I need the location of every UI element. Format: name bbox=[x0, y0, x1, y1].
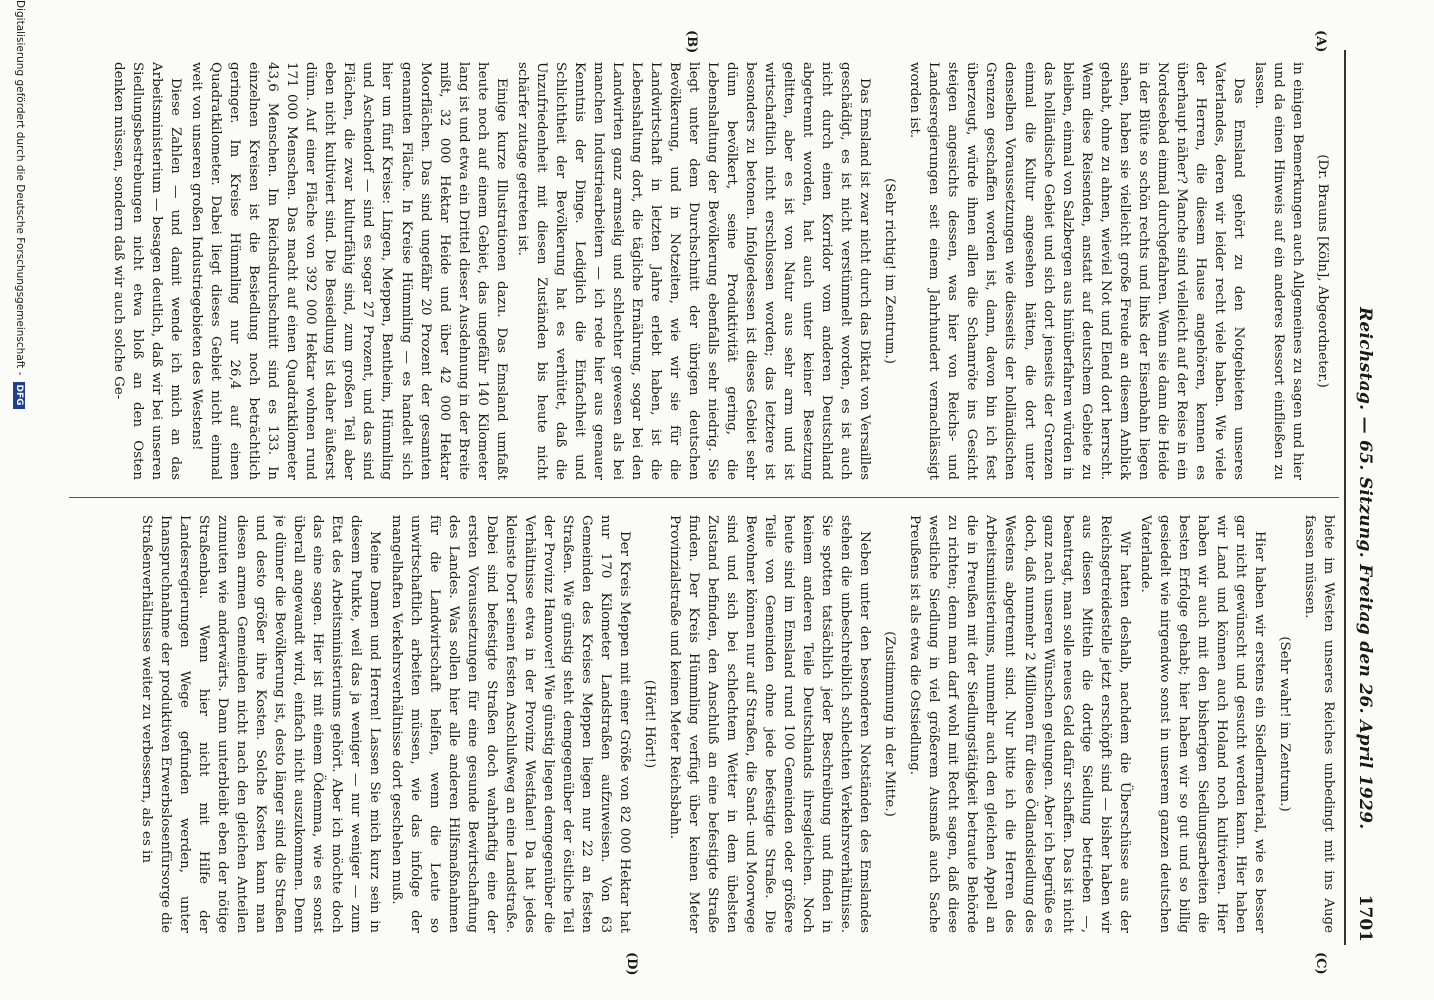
paragraph: Der Kreis Meppen mit einer Größe von 82 000 Hektar hat nur 170 Kilometer Landstraßen aufzuweisen. Von 63 Gemeinden des Kreises Meppen liegen nur 22 an festen Straßen. Wie günstig steht demgegenüber der östliche Teil der Provinz Hannover! Wie günstig liegen demgegenüber die Verhältnisse etwa in der Provinz Westfalen! Da hat jedes kleinste Dorf seinen festen Anschlußweg an eine Landstraße. Dabei sind befestigte Straßen doch wahrhaftig eine der ersten Voraussetzungen für eine gesunde Bewirtschaftung des Landes. Was sollen hier alle anderen Hilfsmaßnahmen für die Landwirtschaft helfen, wenn die Leute so unwirtschaftlich arbeiten müssen, wie das infolge der mangelhaften Verkehrsverhältnisse dort geschehen muß. bbox=[388, 515, 632, 933]
footer-text: Digitalisierung gefördert durch die Deutsche Forschungsgemeinschaft - bbox=[14, 0, 26, 376]
paragraph: Das Emsland gehört zu den Notgebieten unseres Vaterlandes, deren wir leider recht viele haben. Wie viele der Herren, die diesem Hause angehören, kennen es überhaupt näher? Manche sind vielleicht auf der Reise in ein Nordseebad einmal durchgefahren. Wenn sie dann die Heide in der Blüte so schön rechts und links der Eisenbahn liegen sahen, haben sie vielleicht große Freude an diesem Anblick gehabt, ohne zu ahnen, wieviel Not und Elend dort herrscht. Wenn diese Reisenden, anstatt auf deutschem Gebiete zu bleiben, einmal von Salzbergen aus hinüberfahren würden in das holländische Gebiet und sich dort jenseits der Grenzen einmal die Kultur angesehen hätten, die dort unter denselben Voraussetzungen wie diesseits der holländischen Grenzen geschaffen worden ist, dann, davon bin ich fest überzeugt, würde ihnen allen die Schamröte ins Gesicht steigen angesichts dessen, was hier von Reichs- und Landesregierungen seit einem Jahrhundert vernachlässigt worden ist. bbox=[907, 62, 1246, 480]
interjection: (Hört! Hört!) bbox=[641, 679, 657, 769]
paragraph: Meine Damen und Herren! Lassen Sie mich kurz sein in diesem Punkte, weil das ja weniger — nur weniger — zum Etat des Arbeitsministeriums gehört. Aber ich möchte doch das eine sagen. Hier ist mit einem Ödemma, wie es sonst überall angewandt wird, einfach nicht auszukommen. Denn je dünner die Bevölkerung ist, desto länger sind die Straßen und desto größer ihre Kosten. Solche Kosten kann man diesen armen Gemeinden nicht nach den gleichen Anteilen zumuten wie anderwärts. Dann unterbleibt eben der nötige Straßenbau. Wenn hier nicht mit Hilfe der Landesregierungen Wege gefunden werden, unter Inanspruchnahme der produktiven Erwerbslosenfürsorge die Straßenverhältnisse weiter zu verbessern, als es in bbox=[139, 515, 383, 933]
paragraph: Das Emsland ist zwar nicht durch das Diktat von Versailles geschädigt, es ist nicht verstümmelt worden, es ist auch nicht durch einen Korridor vom anderen Deutschland abgetrennt worden, hat auch unter keiner Besetzung gelitten, aber es ist von Natur aus sehr arm und ist wirtschaftlich nicht erschlossen worden; das letztere ist besonders zu betonen. Infolgedessen ist dieses Gebiet sehr dünn bevölkert, seine Produktivität gering, die Lebenshaltung der Bevölkerung ebenfalls sehr niedrig. Sie liegt unter dem Durchschnitt der übrigen deutschen Bevölkerung, und in Notzeiten, wie wir sie für die Landwirtschaft in letzten Jahre erlebt haben, ist die Lebenshaltung dort, die tägliche Ernährung, sogar bei den Landwirten ganz armselig und schlechter gewesen als bei manchen Industriearbeitern — ich rede hier aus genauer Kenntnis der Dinge. Lediglich die Einfachheit und Schlichtheit der Bevölkerung hat es verhütet, daß die Unzufriedenheit mit diesen Zuständen bis heute nicht schärfer zutage getreten ist. bbox=[514, 62, 873, 480]
right-column bbox=[58, 515, 1338, 933]
interjection: (Sehr richtig! im Zentrum.) bbox=[882, 178, 898, 364]
margin-marker-d: (D) bbox=[624, 952, 639, 976]
running-title: Reichstag. — 65. Sitzung. Freitag den 26. April 1929. bbox=[1355, 307, 1375, 830]
interjection: (Zustimmung in der Mitte.) bbox=[882, 631, 898, 817]
page-header bbox=[1349, 52, 1379, 942]
paragraph: Neben unter den besonderen Notständen des Emslandes stehen die unbeschreiblich schlechten Verkehrsverhältnisse. Sie spotten tatsächlich jeder Beschreibung und finden in keinem anderen Teile Deutschlands ihresgleichen. Noch heute sind im Emsland rund 100 Gemeinden oder größere Teile von Gemeinden ohne jede befestigte Straße. Die Bewohner können nur auf Straßen, die Sand- und Moorwege sind und sich bei schlechtem Wetter in dem übelsten Zustand befinden, den Anschluß an eine befestigte Straße finden. Der Kreis Hümmling verfügt über keinen Meter Provinzialstraße und keinen Meter Reichsbahn. bbox=[666, 515, 873, 933]
speaker-line: (Dr. Brauns [Köln], Abgeordneter.) bbox=[1315, 154, 1330, 388]
left-column bbox=[58, 62, 1338, 480]
digitization-footer bbox=[4, 0, 26, 1000]
page-number: 1701 bbox=[1355, 894, 1375, 942]
margin-marker-a: (A) bbox=[1313, 30, 1328, 53]
paragraph: biete im Westen unseres Reiches unbedingt mit ins Auge fassen müssen. bbox=[1301, 515, 1336, 933]
header-rule bbox=[1344, 50, 1346, 945]
column-divider bbox=[69, 497, 1339, 498]
paragraph: Diese Zahlen — und damit wende ich mich an das Arbeitsministerium — besagen deutlich, daß wir bei unseren Siedlungsbestrebungen nicht etwa bloß an den Osten denken müssen, sondern daß wir auch solche Ge- bbox=[111, 62, 184, 480]
margin-marker-b: (B) bbox=[684, 30, 699, 54]
interjection: (Sehr wahr! im Zentrum.) bbox=[1276, 636, 1292, 812]
paragraph: in einigen Bemerkungen auch Allgemeines zu sagen und hier und da einen Hinweis auf ein anderes Ressort einfließen zu lassen. bbox=[1251, 62, 1305, 480]
paragraph: Wir hatten deshalb, nachdem die Überschüsse aus der Reichsgetreidestelle jetzt erschöpft sind — bisher haben wir aus diesen Mitteln die dortige Siedlung betrieben —, beantragt, man solle neues Geld dafür schaffen. Das ist nicht ganz nach unseren Wünschen gelungen. Aber ich begrüße es doch, daß nunmehr 2 Millionen für diese Ödlandsiedlung des Westens abgetrennt sind. Nur bitte ich die Herren des Arbeitsministeriums, nunmehr auch den gleichen Appell an die in Preußen mit der Siedlungstätigkeit betraute Behörde zu richten; denn man darf wohl mit Recht sagen, daß diese westliche Siedlung in viel größerem Ausmaß auch Sache Preußens ist als etwa die Ostsiedlung. bbox=[907, 515, 1132, 933]
paragraph: Hier haben wir erstens ein Siedlermaterial, wie es besser gar nicht gewünscht und gesucht werden kann. Hier haben wir Land und können auch Holand noch kultivieren. Hier haben wir auch mit den bisherigen Siedlungsarbeiten die besten Erfolge gehabt; hier haben wir so gut und so billig gesiedelt wie nirgendwo sonst in unserem ganzen deutschen Vaterlande. bbox=[1137, 515, 1267, 933]
margin-marker-c: (C) bbox=[1313, 952, 1328, 975]
paragraph: Einige kurze Illustrationen dazu. Das Emsland umfaßt heute noch auf einem Gebiet, das ungefähr 140 Kilometer lang ist und etwa ein Drittel dieser Ausdehnung in der Breite mißt, 32 000 Hektar Heide und über 42 000 Hektar Moorflächen. Das sind ungefähr 20 Prozent der gesamten genannten Fläche. In Kreise Hümmling — es handelt sich hier um fünf Kreise: Lingen, Meppen, Bentheim, Hümmling und Aschendorf — sind es sogar 27 Prozent, und das sind Flächen, die zwar kulturfähig sind, zum großen Teil aber eben nicht kultiviert sind. Die Besiedlung ist daher äußerst dünn. Auf einer Fläche von 392 000 Hektar wohnen rund 171 000 Menschen. Das macht auf einen Quadratkilometer 43,6 Menschen. Im Reichsdurchschnitt sind es 133. In einzelnen Kreisen ist die Besiedlung noch beträchtlich geringer. Im Kreise Hümmling nur 26,4 auf einen Quadratkilometer. Dabei liegt dieses Gebiet nicht einmal weit von unseren großen Industriegebieten des Westens! bbox=[189, 62, 509, 480]
dfg-logo: DFG bbox=[13, 382, 25, 409]
